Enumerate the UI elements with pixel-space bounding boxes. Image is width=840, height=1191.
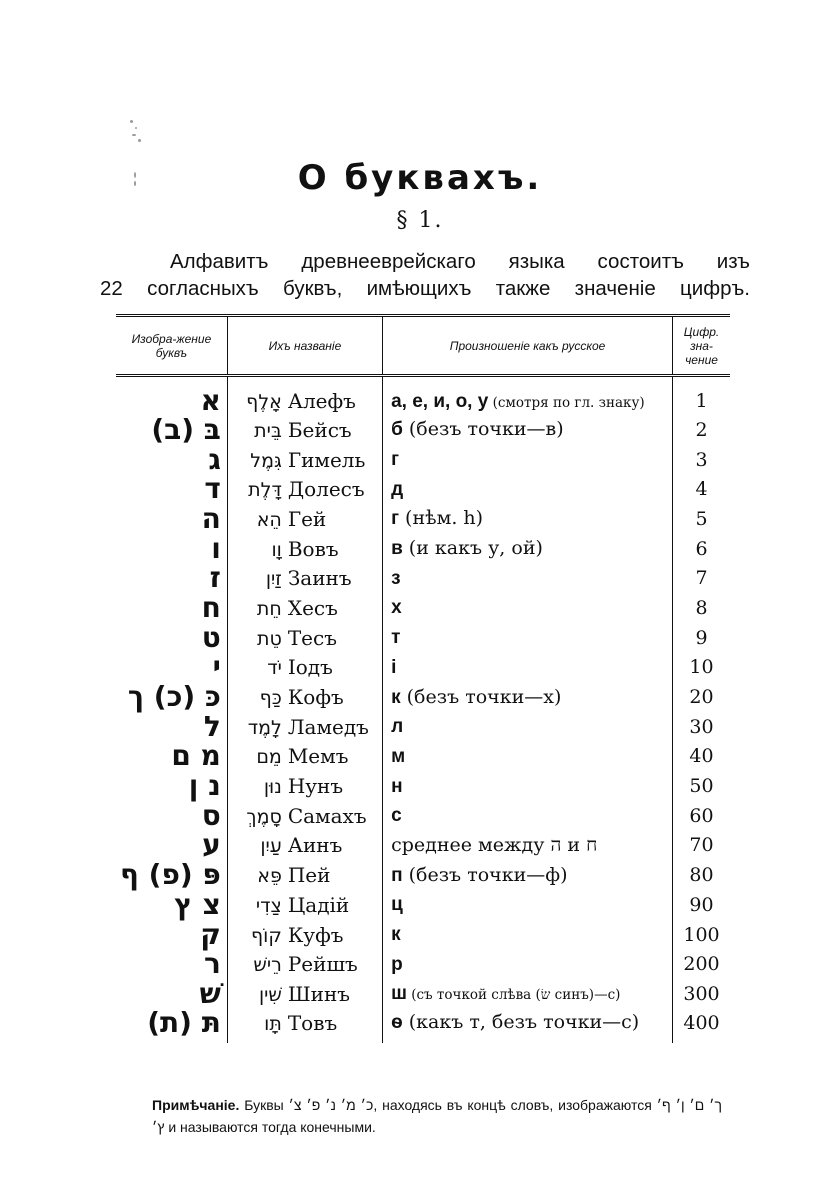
letter-glyph: ט xyxy=(201,620,221,654)
letter-glyph: נ ן xyxy=(188,769,221,803)
russian-name: Вовъ xyxy=(287,536,339,561)
pronunciation-cell xyxy=(383,563,673,593)
footnote xyxy=(152,1094,722,1138)
pronunciation-note: (безъ точки—х) xyxy=(400,685,562,708)
russian-name: Заинъ xyxy=(287,566,352,591)
hebrew-name: שִׁין xyxy=(258,983,282,1006)
letter-glyph: ו xyxy=(211,531,221,565)
header-name: Ихъ названіе xyxy=(227,316,382,376)
numeric-value: 5 xyxy=(673,504,730,534)
table-row xyxy=(116,563,730,593)
letter-name-cell xyxy=(227,445,382,475)
hebrew-name: קוֹף xyxy=(251,924,282,947)
russian-name: Нунъ xyxy=(287,774,344,799)
letter-glyph: ג xyxy=(208,442,221,476)
pronunciation-letter: ш xyxy=(391,983,407,1005)
pronunciation-letter: з xyxy=(391,567,401,589)
pronunciation-note: (нѣм. h) xyxy=(399,507,484,530)
pronunciation-letter: д xyxy=(391,478,404,500)
russian-name: Аинъ xyxy=(287,833,343,858)
letter-name-cell xyxy=(227,653,382,683)
pronunciation-letter: г xyxy=(391,449,399,471)
letter-name-cell xyxy=(227,415,382,445)
table-row xyxy=(116,376,730,416)
pronunciation-letter: л xyxy=(391,716,404,738)
table-header-row xyxy=(116,316,730,376)
section-number: § 1. xyxy=(396,208,444,233)
numeric-value: 10 xyxy=(673,653,730,683)
pronunciation-note: (съ точкой слѣва (שׂ синъ)—с) xyxy=(406,987,621,1004)
speck xyxy=(132,134,136,136)
letter-glyph: א xyxy=(200,384,221,417)
letter-name-cell xyxy=(227,376,382,416)
numeric-value: 1 xyxy=(673,376,730,416)
intro-line-1: Алфавитъ древнееврейскаго языка состоитъ изъ xyxy=(170,250,750,273)
footnote-text: Буквы כ׳ מ׳ נ׳ פ׳ צ׳, находясь въ концѣ словъ, изображаются ך׳ ם׳ ן׳ ף׳ ץ׳ и называются тогда конечными. xyxy=(152,1097,722,1135)
table-row xyxy=(116,445,730,475)
letter-glyph: ה xyxy=(201,501,221,535)
pronunciation-cell xyxy=(383,682,673,712)
table-row xyxy=(116,593,730,623)
hebrew-name: סָמֶךְ xyxy=(246,805,282,828)
hebrew-name: תָּו xyxy=(264,1012,282,1035)
russian-name: Ламедъ xyxy=(287,714,369,739)
russian-name: Алефъ xyxy=(287,389,356,413)
pronunciation-note: (какъ т, безъ точки—с) xyxy=(402,1011,640,1034)
pronunciation-letter: м xyxy=(391,745,406,767)
hebrew-name: אָלֶף xyxy=(246,391,282,413)
hebrew-name: פֵּא xyxy=(257,865,282,888)
russian-name: Самахъ xyxy=(287,803,367,828)
numeric-value: 70 xyxy=(673,831,730,861)
pronunciation-letter: а, е, и, о, у xyxy=(391,390,489,412)
header-pronunciation: Произношеніе какъ русское xyxy=(383,316,673,376)
hebrew-name: צַדִי xyxy=(255,894,282,917)
russian-name: Цадій xyxy=(287,892,350,917)
pronunciation-cell xyxy=(383,890,673,920)
russian-name: Іодъ xyxy=(287,655,333,680)
pronunciation-letter: б xyxy=(391,419,403,441)
letter-name-cell xyxy=(227,1009,382,1043)
letter-glyph: ע xyxy=(202,828,221,862)
pronunciation-cell xyxy=(383,860,673,890)
hebrew-name: יֹד xyxy=(267,657,282,680)
letter-name-cell xyxy=(227,860,382,890)
letter-name-cell xyxy=(227,979,382,1009)
russian-name: Куфъ xyxy=(287,922,344,947)
numeric-value: 2 xyxy=(673,415,730,445)
numeric-value: 80 xyxy=(673,860,730,890)
letter-name-cell xyxy=(227,771,382,801)
intro-paragraph xyxy=(100,248,750,302)
table-row xyxy=(116,771,730,801)
pronunciation-cell xyxy=(383,831,673,861)
table-row xyxy=(116,979,730,1009)
letter-glyph: כּ (כ) ך xyxy=(127,680,221,714)
letter-name-cell xyxy=(227,742,382,772)
pronunciation-cell xyxy=(383,504,673,534)
pronunciation-letter: к xyxy=(391,924,401,946)
russian-name: Пей xyxy=(287,863,331,888)
pronunciation-note: (смотря по гл. знаку) xyxy=(488,394,645,411)
letter-name-cell xyxy=(227,920,382,950)
pronunciation-cell xyxy=(383,623,673,653)
pronunciation-cell xyxy=(383,1009,673,1043)
numeric-value: 3 xyxy=(673,445,730,475)
numeric-value: 4 xyxy=(673,474,730,504)
letter-glyph: ל xyxy=(203,709,221,743)
speck xyxy=(135,127,137,129)
numeric-value: 400 xyxy=(673,1009,730,1043)
pronunciation-note: среднее между ה и ח xyxy=(391,833,598,856)
letter-glyph: ק xyxy=(200,917,221,951)
table-row xyxy=(116,623,730,653)
table-row xyxy=(116,920,730,950)
pronunciation-cell xyxy=(383,415,673,445)
pronunciation-note: (безъ точки—ф) xyxy=(402,863,568,886)
table-row xyxy=(116,682,730,712)
table-row xyxy=(116,1009,730,1043)
pronunciation-letter: г xyxy=(391,508,399,530)
table-row xyxy=(116,474,730,504)
letter-glyph: מ ם xyxy=(171,739,221,773)
letter-name-cell xyxy=(227,563,382,593)
speck xyxy=(138,139,141,142)
letter-glyph: ר xyxy=(203,947,221,981)
pronunciation-cell xyxy=(383,771,673,801)
letter-glyph: פּ (פ) ף xyxy=(120,858,221,892)
hebrew-name: כַּף xyxy=(259,687,282,710)
pronunciation-letter: н xyxy=(391,775,403,797)
numeric-value: 50 xyxy=(673,771,730,801)
table-row xyxy=(116,712,730,742)
letter-name-cell xyxy=(227,504,382,534)
hebrew-name: חֵת xyxy=(256,597,282,620)
pronunciation-note: (и какъ у, ой) xyxy=(402,537,543,560)
table-row xyxy=(116,860,730,890)
russian-name: Кофъ xyxy=(287,685,344,710)
pronunciation-cell xyxy=(383,979,673,1009)
table-row xyxy=(116,415,730,445)
pronunciation-letter: х xyxy=(391,597,402,619)
table-row xyxy=(116,504,730,534)
letter-glyph: צ ץ xyxy=(174,887,221,921)
hebrew-name: לָמֶד xyxy=(247,716,282,739)
pronunciation-letter: ѳ xyxy=(391,1012,403,1034)
header-numeric-value: Цифр. зна-чение xyxy=(673,316,730,376)
letter-glyph: ד xyxy=(204,472,221,506)
letter-name-cell xyxy=(227,890,382,920)
letter-name-cell xyxy=(227,712,382,742)
table-row xyxy=(116,534,730,564)
intro-line-2: 22 согласныхъ буквъ, имѣющихъ также значеніе цифръ. xyxy=(100,277,750,300)
letter-name-cell xyxy=(227,682,382,712)
page-title: О буквахъ. xyxy=(297,158,543,198)
pronunciation-letter: к xyxy=(391,686,401,708)
pronunciation-cell xyxy=(383,593,673,623)
pronunciation-cell xyxy=(383,920,673,950)
hebrew-name: וָו xyxy=(271,538,282,561)
numeric-value: 100 xyxy=(673,920,730,950)
pronunciation-cell xyxy=(383,712,673,742)
speck xyxy=(130,120,133,123)
numeric-value: 30 xyxy=(673,712,730,742)
letter-name-cell xyxy=(227,534,382,564)
pronunciation-cell xyxy=(383,534,673,564)
pronunciation-letter: т xyxy=(391,627,401,649)
table-row xyxy=(116,890,730,920)
table-row xyxy=(116,801,730,831)
pronunciation-letter: п xyxy=(391,864,403,886)
pronunciation-letter: і xyxy=(391,656,397,678)
hebrew-name: רֵישׁ xyxy=(253,954,282,977)
pronunciation-note: (безъ точки—в) xyxy=(402,418,564,441)
pronunciation-cell xyxy=(383,376,673,416)
numeric-value: 9 xyxy=(673,623,730,653)
russian-name: Бейсъ xyxy=(287,417,352,442)
numeric-value: 90 xyxy=(673,890,730,920)
table-body xyxy=(116,376,730,1043)
table-row xyxy=(116,653,730,683)
pronunciation-letter: р xyxy=(391,953,403,975)
numeric-value: 60 xyxy=(673,801,730,831)
table-row xyxy=(116,831,730,861)
hebrew-name: מֵם xyxy=(256,746,282,769)
letter-name-cell xyxy=(227,593,382,623)
table-row xyxy=(116,949,730,979)
pronunciation-letter: с xyxy=(391,805,402,827)
russian-name: Тесъ xyxy=(287,625,337,650)
russian-name: Хесъ xyxy=(287,595,338,620)
alphabet-table xyxy=(116,314,730,1043)
russian-name: Гимель xyxy=(287,447,366,472)
letter-name-cell xyxy=(227,623,382,653)
russian-name: Рейшъ xyxy=(287,952,358,977)
pronunciation-cell xyxy=(383,742,673,772)
header-glyph: Изобра-жение буквъ xyxy=(116,316,227,376)
russian-name: Мемъ xyxy=(287,744,349,769)
letter-glyph: ז xyxy=(209,561,221,595)
footnote-label: Примѣчаніе. xyxy=(152,1097,240,1113)
numeric-value: 200 xyxy=(673,949,730,979)
russian-name: Долесъ xyxy=(287,477,365,502)
pronunciation-cell xyxy=(383,949,673,979)
letter-name-cell xyxy=(227,949,382,979)
letter-name-cell xyxy=(227,831,382,861)
pronunciation-cell xyxy=(383,445,673,475)
letter-name-cell xyxy=(227,801,382,831)
pronunciation-cell xyxy=(383,474,673,504)
pronunciation-letter: ц xyxy=(391,894,403,916)
letter-glyph: שׁ xyxy=(199,976,221,1010)
hebrew-name: בֵּית xyxy=(254,419,282,442)
hebrew-name: הֵא xyxy=(256,508,282,531)
letter-glyph: י xyxy=(212,650,221,684)
numeric-value: 300 xyxy=(673,979,730,1009)
pronunciation-cell xyxy=(383,801,673,831)
numeric-value: 7 xyxy=(673,563,730,593)
letter-glyph: תּ (ת) xyxy=(147,1005,221,1039)
hebrew-name: עַיִן xyxy=(260,835,282,858)
numeric-value: 20 xyxy=(673,682,730,712)
russian-name: Гей xyxy=(287,506,327,531)
letter-glyph: ח xyxy=(201,590,221,624)
hebrew-name: נוּן xyxy=(263,776,282,799)
numeric-value: 8 xyxy=(673,593,730,623)
letter-name-cell xyxy=(227,474,382,504)
table-row xyxy=(116,742,730,772)
hebrew-name: טֵת xyxy=(257,627,282,650)
hebrew-name: זַיִן xyxy=(265,568,282,591)
pronunciation-cell xyxy=(383,653,673,683)
letter-glyph: ס xyxy=(201,798,221,832)
numeric-value: 40 xyxy=(673,742,730,772)
letter-glyph: בּ (ב) xyxy=(151,412,221,446)
numeric-value: 6 xyxy=(673,534,730,564)
pronunciation-letter: в xyxy=(391,538,403,560)
hebrew-name: גִּמֶל xyxy=(250,449,282,472)
hebrew-name: דָּלֶת xyxy=(248,479,282,502)
russian-name: Товъ xyxy=(287,1010,338,1035)
russian-name: Шинъ xyxy=(287,981,351,1006)
